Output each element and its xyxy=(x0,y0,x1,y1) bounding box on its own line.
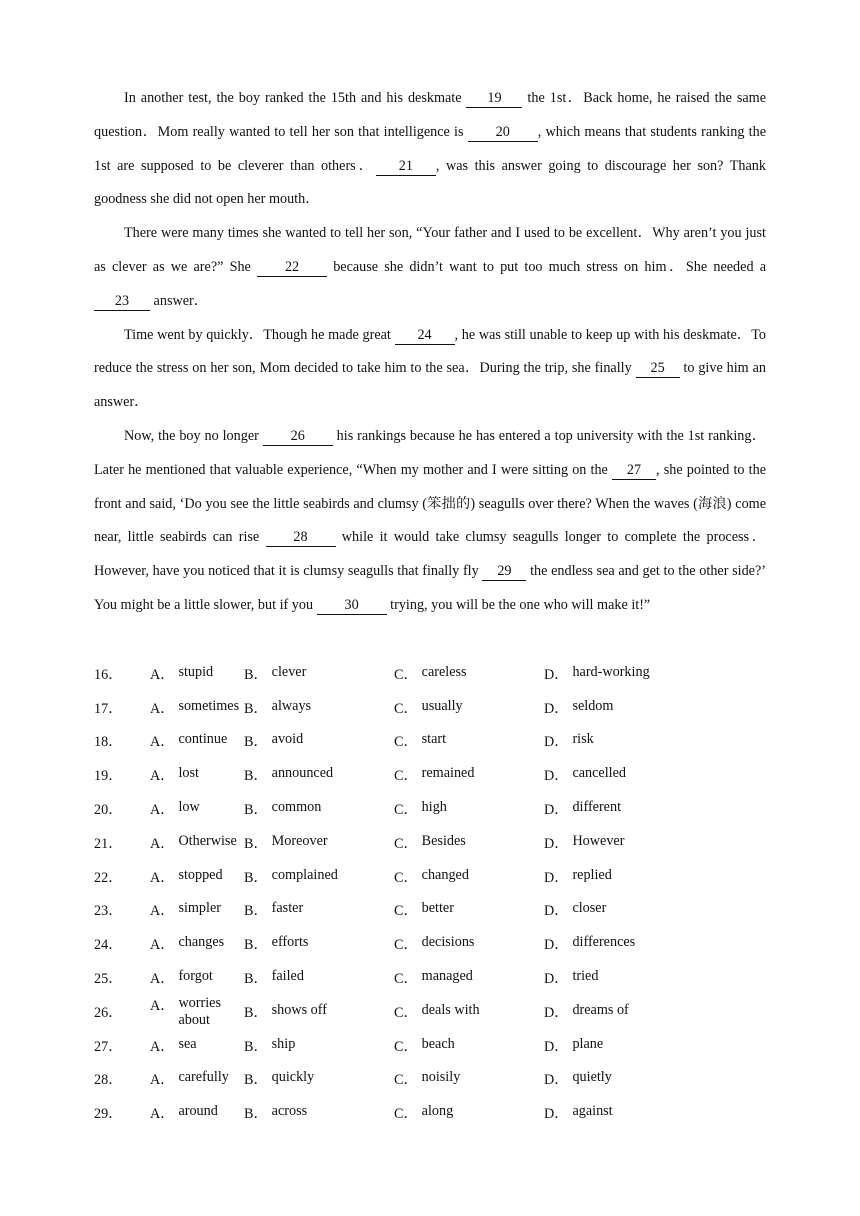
option-letter: A． xyxy=(150,869,175,886)
option-letter: A． xyxy=(150,700,175,717)
option-letter: B． xyxy=(244,768,268,785)
option-c xyxy=(394,900,544,920)
option-b xyxy=(244,1069,394,1089)
passage-text: , she pointed to the front and said, ‘Do you see the little seabirds and clumsy (笨拙的) seagulls over there? When the waves (海浪) come near, little seabirds can rise xyxy=(94,461,766,546)
passage-text: trying, you will be the one who will make it!” xyxy=(386,596,651,613)
option-a xyxy=(150,1036,244,1056)
option-a xyxy=(150,900,244,920)
option-b xyxy=(244,934,394,954)
option-a xyxy=(150,664,244,684)
question-list xyxy=(94,657,774,1130)
option-text: efforts xyxy=(271,934,309,951)
question-row xyxy=(94,894,774,928)
passage-text: , he was still unable to keep up with his deskmate．To reduce the stress on her son, Mom decided to take him to the sea．During the trip, she finally xyxy=(94,326,766,377)
option-letter: C． xyxy=(394,869,418,886)
option-a xyxy=(150,833,244,853)
option-b xyxy=(244,731,394,751)
blank-20: 20 xyxy=(468,123,538,142)
option-letter: B． xyxy=(244,1004,268,1021)
option-text: risk xyxy=(572,731,594,748)
option-letter: A． xyxy=(150,937,175,954)
option-letter: B． xyxy=(244,666,268,683)
option-c xyxy=(394,968,544,988)
option-text: against xyxy=(572,1103,613,1120)
option-text: replied xyxy=(572,866,612,883)
question-number: 25． xyxy=(94,971,123,988)
option-letter: B． xyxy=(244,1106,268,1123)
option-c xyxy=(394,1103,544,1123)
option-letter: C． xyxy=(394,768,418,785)
option-text: deals with xyxy=(421,1001,480,1018)
option-text: high xyxy=(421,799,447,816)
option-text: clever xyxy=(271,663,307,680)
passage-text: answer． xyxy=(150,292,208,309)
blank-29: 29 xyxy=(482,562,526,581)
option-letter: A． xyxy=(150,1072,175,1089)
option-text: sea xyxy=(178,1035,197,1052)
paragraph-2 xyxy=(94,217,766,318)
question-number: 23． xyxy=(94,903,123,920)
option-letter: D． xyxy=(544,1106,569,1123)
option-b xyxy=(244,1002,394,1022)
option-text: announced xyxy=(271,765,334,782)
question-number: 19． xyxy=(94,768,123,785)
option-letter: B． xyxy=(244,802,268,819)
question-number: 26． xyxy=(94,1004,123,1021)
question-row xyxy=(94,792,774,826)
option-text: careless xyxy=(421,663,467,680)
option-letter: D． xyxy=(544,734,569,751)
option-text: quickly xyxy=(271,1069,315,1086)
option-c xyxy=(394,867,544,887)
option-text: simpler xyxy=(178,900,221,917)
option-d xyxy=(544,765,694,785)
question-row xyxy=(94,1096,774,1130)
option-letter: A． xyxy=(150,971,175,988)
option-a xyxy=(150,799,244,819)
option-text: failed xyxy=(271,968,304,985)
option-letter: A． xyxy=(150,734,175,751)
passage-text: Now, the boy no longer xyxy=(124,427,263,444)
option-d xyxy=(544,731,694,751)
option-letter: D． xyxy=(544,937,569,954)
passage-text: because she didn’t want to put too much stress on him．She needed a xyxy=(327,258,766,275)
option-b xyxy=(244,664,394,684)
option-letter: B． xyxy=(244,1038,268,1055)
paragraph-1 xyxy=(94,82,766,217)
option-text: continue xyxy=(178,731,228,748)
option-letter: B． xyxy=(244,869,268,886)
option-text: decisions xyxy=(421,934,475,951)
option-d xyxy=(544,968,694,988)
option-text: sometimes xyxy=(178,697,240,714)
question-row xyxy=(94,961,774,995)
passage-text: while it would take clumsy seagulls longer to complete the process．However, have you noticed that it is clumsy seagulls that finally fly xyxy=(94,529,766,580)
question-row xyxy=(94,691,774,725)
option-b xyxy=(244,867,394,887)
option-letter: B． xyxy=(244,903,268,920)
option-text: shows off xyxy=(271,1001,327,1018)
option-text: common xyxy=(271,799,322,816)
option-c xyxy=(394,934,544,954)
option-letter: D． xyxy=(544,1004,569,1021)
option-text: closer xyxy=(572,900,607,917)
option-d xyxy=(544,934,694,954)
option-d xyxy=(544,867,694,887)
option-letter: D． xyxy=(544,700,569,717)
option-letter: C． xyxy=(394,666,418,683)
option-c xyxy=(394,765,544,785)
option-d xyxy=(544,900,694,920)
option-letter: A． xyxy=(150,1038,175,1055)
passage-text: There were many times she wanted to tell her son, “Your father and I used to be excellent．Why aren’t you just as clever as we are?” She xyxy=(94,225,766,275)
passage-text: Time went by quickly．Though he made great xyxy=(124,326,395,343)
option-c xyxy=(394,1002,544,1022)
question-number: 27． xyxy=(94,1038,123,1055)
option-letter: A． xyxy=(150,997,175,1014)
option-letter: C． xyxy=(394,1038,418,1055)
option-text: better xyxy=(421,900,454,917)
option-text: along xyxy=(421,1103,454,1120)
option-text: stupid xyxy=(178,663,214,680)
option-text: changes xyxy=(178,934,225,951)
option-b xyxy=(244,799,394,819)
option-b xyxy=(244,1103,394,1123)
option-letter: D． xyxy=(544,971,569,988)
question-number: 29． xyxy=(94,1106,123,1123)
option-text: noisily xyxy=(421,1069,461,1086)
option-letter: A． xyxy=(150,666,175,683)
option-letter: C． xyxy=(394,1004,418,1021)
option-c xyxy=(394,1036,544,1056)
blank-22: 22 xyxy=(257,258,327,277)
passage xyxy=(94,82,766,623)
blank-30: 30 xyxy=(317,596,387,615)
option-text: plane xyxy=(572,1035,604,1052)
option-letter: A． xyxy=(150,802,175,819)
option-a xyxy=(150,934,244,954)
question-number: 28． xyxy=(94,1072,123,1089)
option-text: differences xyxy=(572,934,636,951)
option-text: ship xyxy=(271,1035,296,1052)
option-b xyxy=(244,698,394,718)
option-text: carefully xyxy=(178,1069,229,1086)
option-text: Otherwise xyxy=(178,832,237,849)
option-letter: B． xyxy=(244,835,268,852)
option-text: However xyxy=(572,832,625,849)
option-a xyxy=(150,968,244,988)
option-b xyxy=(244,900,394,920)
paragraph-4 xyxy=(94,420,766,623)
option-letter: D． xyxy=(544,903,569,920)
option-text: complained xyxy=(271,866,338,883)
blank-21: 21 xyxy=(376,157,436,176)
option-letter: C． xyxy=(394,903,418,920)
option-text: Besides xyxy=(421,832,466,849)
option-text: hard-working xyxy=(572,663,650,680)
option-text: around xyxy=(178,1103,218,1120)
option-d xyxy=(544,833,694,853)
option-b xyxy=(244,833,394,853)
passage-text: , which means that students ranking the 1st are supposed to be cleverer than others． xyxy=(94,123,766,174)
option-d xyxy=(544,1103,694,1123)
option-letter: A． xyxy=(150,903,175,920)
question-row xyxy=(94,725,774,759)
question-row xyxy=(94,860,774,894)
option-letter: C． xyxy=(394,937,418,954)
option-c xyxy=(394,1069,544,1089)
option-a xyxy=(150,731,244,751)
question-row xyxy=(94,758,774,792)
question-row xyxy=(94,657,774,691)
option-c xyxy=(394,698,544,718)
question-number: 17． xyxy=(94,700,123,717)
option-d xyxy=(544,698,694,718)
option-letter: B． xyxy=(244,700,268,717)
option-c xyxy=(394,799,544,819)
option-letter: C． xyxy=(394,700,418,717)
option-text: avoid xyxy=(271,731,304,748)
paragraph-3 xyxy=(94,319,766,420)
option-text: managed xyxy=(421,968,473,985)
option-text: changed xyxy=(421,866,469,883)
option-text: seldom xyxy=(572,697,614,714)
blank-19: 19 xyxy=(466,89,522,108)
option-a xyxy=(150,995,244,1029)
question-row xyxy=(94,1029,774,1063)
option-text: tried xyxy=(572,968,599,985)
option-text: start xyxy=(421,731,447,748)
option-a xyxy=(150,1069,244,1089)
option-letter: D． xyxy=(544,1038,569,1055)
blank-26: 26 xyxy=(263,427,333,446)
option-text: forgot xyxy=(178,968,213,985)
option-text: lost xyxy=(178,765,199,782)
question-row xyxy=(94,995,774,1029)
question-row xyxy=(94,826,774,860)
option-a xyxy=(150,698,244,718)
option-letter: C． xyxy=(394,802,418,819)
passage-text: to give him an answer． xyxy=(94,360,766,411)
question-number: 21． xyxy=(94,835,123,852)
option-text: usually xyxy=(421,697,463,714)
option-text: beach xyxy=(421,1035,455,1052)
question-number: 16． xyxy=(94,666,123,683)
option-letter: B． xyxy=(244,937,268,954)
question-number: 24． xyxy=(94,937,123,954)
option-d xyxy=(544,1069,694,1089)
blank-28: 28 xyxy=(266,528,336,547)
blank-25: 25 xyxy=(636,359,680,378)
passage-text: the 1st．Back home, he raised the same question．Mom really wanted to tell her son that intelligence is xyxy=(94,90,767,140)
option-letter: C． xyxy=(394,1072,418,1089)
option-text: faster xyxy=(271,900,304,917)
option-d xyxy=(544,799,694,819)
option-a xyxy=(150,1103,244,1123)
option-b xyxy=(244,968,394,988)
option-a xyxy=(150,867,244,887)
option-text: across xyxy=(271,1103,308,1120)
option-letter: B． xyxy=(244,971,268,988)
option-letter: A． xyxy=(150,835,175,852)
option-letter: D． xyxy=(544,666,569,683)
passage-text: , was this answer going to discourage her son? Thank goodness she did not open her mouth． xyxy=(94,157,766,208)
option-c xyxy=(394,664,544,684)
blank-24: 24 xyxy=(395,326,455,345)
option-d xyxy=(544,1002,694,1022)
option-text: worries about xyxy=(178,994,221,1028)
option-letter: B． xyxy=(244,1072,268,1089)
question-row xyxy=(94,1063,774,1097)
option-letter: D． xyxy=(544,1072,569,1089)
option-letter: A． xyxy=(150,1106,175,1123)
blank-27: 27 xyxy=(612,461,656,480)
question-number: 20． xyxy=(94,802,123,819)
option-a xyxy=(150,765,244,785)
option-b xyxy=(244,765,394,785)
passage-text: In another test, the boy ranked the 15th and his deskmate xyxy=(124,90,467,106)
question-number: 18． xyxy=(94,734,123,751)
option-text: Moreover xyxy=(271,832,328,849)
option-text: dreams of xyxy=(572,1001,629,1018)
option-letter: A． xyxy=(150,768,175,785)
option-d xyxy=(544,1036,694,1056)
option-letter: D． xyxy=(544,768,569,785)
passage-text: his rankings because he has entered a top university with the 1st ranking．Later he mentioned that valuable experience, “When my mother and I were sitting on the xyxy=(94,427,766,478)
option-text: cancelled xyxy=(572,765,626,782)
option-letter: C． xyxy=(394,971,418,988)
option-letter: C． xyxy=(394,1106,418,1123)
option-text: stopped xyxy=(178,866,223,883)
question-row xyxy=(94,927,774,961)
option-text: different xyxy=(572,799,622,816)
option-c xyxy=(394,833,544,853)
question-number: 22． xyxy=(94,869,123,886)
option-c xyxy=(394,731,544,751)
option-text: remained xyxy=(421,765,475,782)
blank-23: 23 xyxy=(94,292,150,311)
option-text: low xyxy=(178,799,200,816)
option-letter: C． xyxy=(394,835,418,852)
option-text: quietly xyxy=(572,1069,612,1086)
option-text: always xyxy=(271,697,312,714)
option-letter: B． xyxy=(244,734,268,751)
option-d xyxy=(544,664,694,684)
passage-text: the endless sea and get to the other side?’ You might be a little slower, but if you xyxy=(94,563,766,613)
option-letter: D． xyxy=(544,869,569,886)
option-letter: C． xyxy=(394,734,418,751)
option-b xyxy=(244,1036,394,1056)
option-letter: D． xyxy=(544,835,569,852)
option-letter: D． xyxy=(544,802,569,819)
